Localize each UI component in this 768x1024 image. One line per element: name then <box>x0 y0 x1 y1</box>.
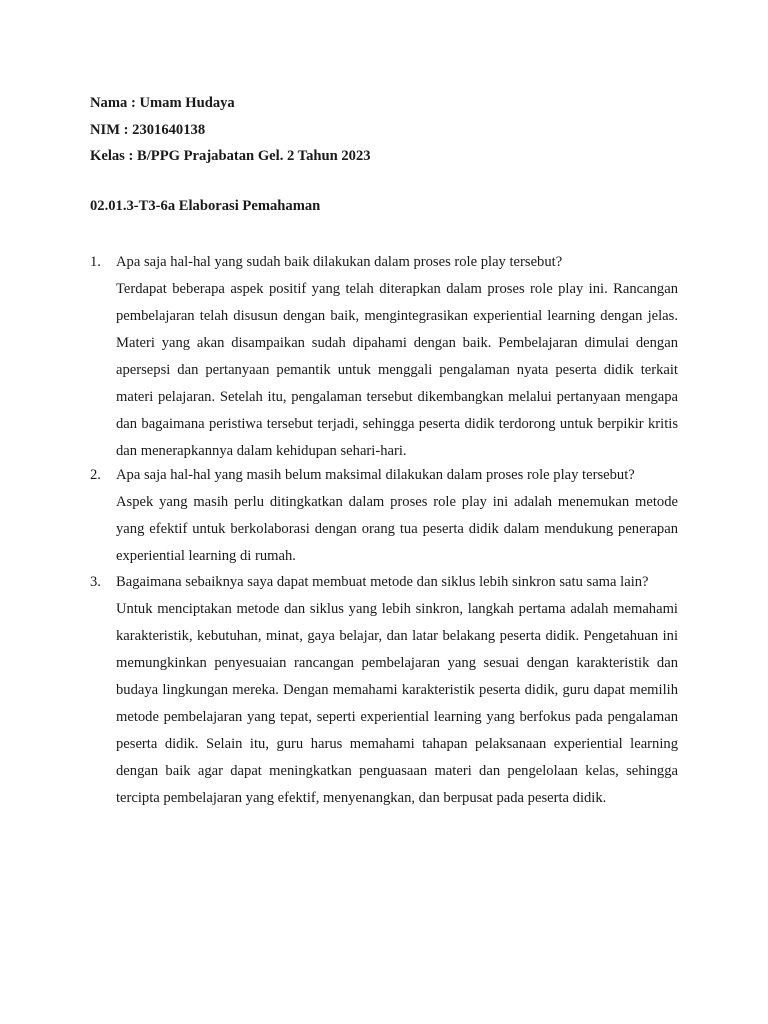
qa-item <box>90 249 678 465</box>
question <box>90 569 678 596</box>
question-text: Apa saja hal-hal yang masih belum maksimal dilakukan dalam proses role play tersebut? <box>116 467 635 483</box>
question-number: 3. <box>90 574 101 590</box>
student-class: Kelas : B/PPG Prajabatan Gel. 2 Tahun 2023 <box>90 148 371 164</box>
answer-text: Aspek yang masih perlu ditingkatkan dalam proses role play ini adalah menemukan metode yang efektif untuk berkolaborasi dengan orang tua peserta didik dalam mendukung penerapan experiential learning di rumah. <box>116 493 678 564</box>
question-text: Bagaimana sebaiknya saya dapat membuat metode dan siklus lebih sinkron satu sama lain? <box>116 574 649 590</box>
question-number: 1. <box>90 254 101 270</box>
section-title: 02.01.3-T3-6a Elaborasi Pemahaman <box>90 198 321 214</box>
answer-text: Untuk menciptakan metode dan siklus yang lebih sinkron, langkah pertama adalah memahami karakteristik, kebutuhan, minat, gaya belajar, dan latar belakang peserta didik. Pengetahuan ini memungkinkan penyesuaian rancangan pembelajaran yang sesuai dengan karakteristik dan budaya lingkungan mereka. Dengan memahami karakteristik peserta didik, guru dapat memilih metode pembelajaran yang tepat, seperti experiential learning yang berfokus pada pengalaman peserta didik. Selain itu, guru harus memahami tahapan pelaksanaan experiential learning dengan baik agar dapat meningkatkan penguasaan materi dan pengelolaan kelas, sehingga tercipta pembelajaran yang efektif, menyenangkan, dan berpusat pada peserta didik. <box>116 600 678 806</box>
question-number: 2. <box>90 467 101 483</box>
qa-item <box>90 569 678 812</box>
student-name: Nama : Umam Hudaya <box>90 95 235 111</box>
question-text: Apa saja hal-hal yang sudah baik dilakukan dalam proses role play tersebut? <box>116 254 563 270</box>
answer-text: Terdapat beberapa aspek positif yang telah diterapkan dalam proses role play ini. Rancangan pembelajaran telah disusun dengan baik, mengintegrasikan experiential learning dengan jelas. Materi yang akan disampaikan sudah dipahami dengan baik. Pembelajaran dimulai dengan apersepsi dan pertanyaan pemantik untuk menggali pengalaman nyata peserta didik terkait materi pelajaran. Setelah itu, pengalaman tersebut dikembangkan melalui pertanyaan mengapa dan bagaimana peristiwa tersebut terjadi, sehingga peserta didik terdorong untuk berpikir kritis dan menerapkannya dalam kehidupan sehari-hari. <box>116 280 678 459</box>
student-info <box>90 90 371 170</box>
qa-item <box>90 462 678 570</box>
question <box>90 462 678 489</box>
question <box>90 249 678 276</box>
student-nim: NIM : 2301640138 <box>90 121 206 138</box>
